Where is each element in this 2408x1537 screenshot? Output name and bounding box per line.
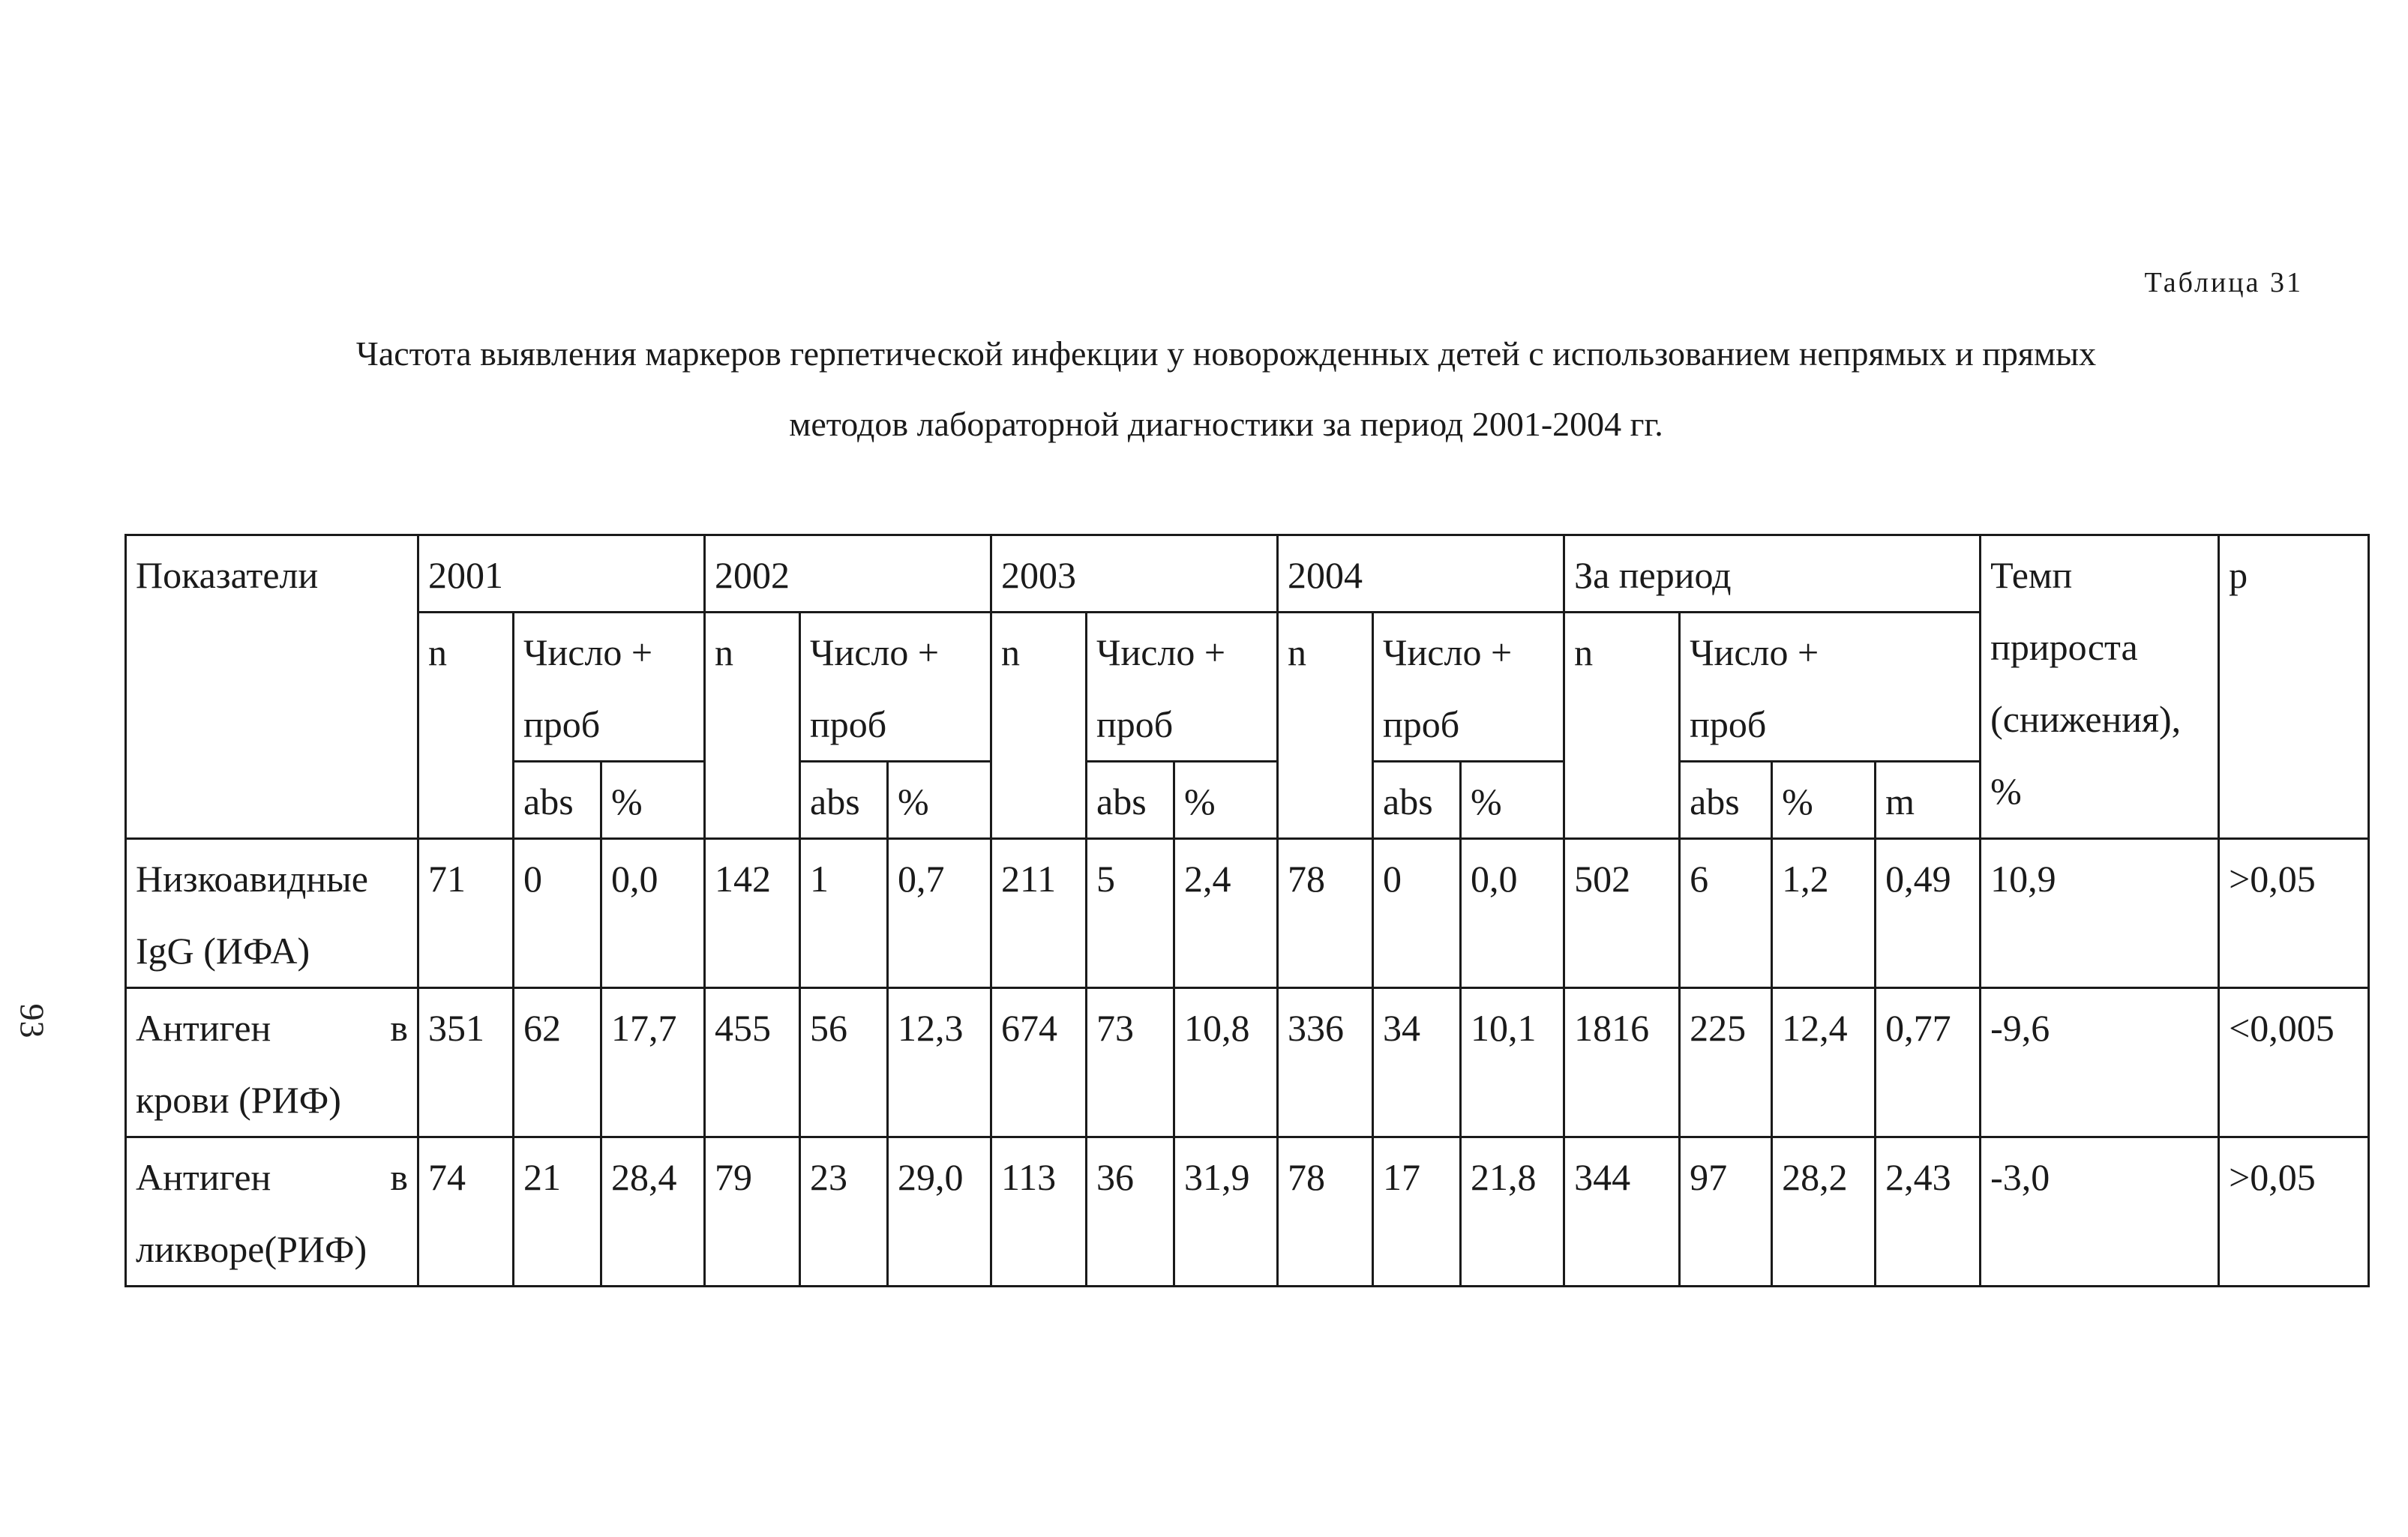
- cell-p: >0,05: [2219, 839, 2369, 988]
- row-label-line-1-end: в: [390, 1156, 408, 1198]
- header-pct-2004: %: [1461, 762, 1564, 839]
- row-label-line-1: Антиген: [136, 1007, 271, 1049]
- header-growth-line-4: %: [1990, 770, 2022, 812]
- header-positive-line-2: проб: [523, 703, 601, 745]
- cell-pct-2004: 0,0: [1461, 839, 1564, 988]
- row-label-line-2: ликворе(РИФ): [136, 1228, 367, 1270]
- cell-abs-2001: 62: [514, 988, 601, 1137]
- cell-abs-2003: 36: [1087, 1137, 1174, 1287]
- header-n-2004: n: [1278, 613, 1373, 839]
- header-indicators: Показатели: [126, 535, 418, 839]
- cell-pct-2003: 10,8: [1174, 988, 1278, 1137]
- row-label-line-1: Антиген: [136, 1156, 271, 1198]
- header-pct-period: %: [1772, 762, 1876, 839]
- caption-line-2: методов лабораторной диагностики за период 2001-2004 гг.: [789, 405, 1663, 443]
- header-positive-line-1: Число +: [810, 631, 940, 673]
- cell-pct-2002: 12,3: [888, 988, 991, 1137]
- cell-n-2003: 211: [991, 839, 1087, 988]
- table-caption: [120, 319, 2332, 460]
- header-positive-2002: [800, 613, 991, 762]
- cell-p: >0,05: [2219, 1137, 2369, 1287]
- cell-pct-2003: 31,9: [1174, 1137, 1278, 1287]
- cell-m-period: 0,49: [1876, 839, 1981, 988]
- header-pct-2002: %: [888, 762, 991, 839]
- header-p: p: [2219, 535, 2369, 839]
- cell-pct-period: 28,2: [1772, 1137, 1876, 1287]
- cell-n-period: 502: [1564, 839, 1680, 988]
- header-period: За период: [1564, 535, 1981, 613]
- row-label-line-2: крови (РИФ): [136, 1079, 341, 1121]
- header-abs-period: abs: [1680, 762, 1772, 839]
- cell-growth: -3,0: [1981, 1137, 2219, 1287]
- row-label: [126, 988, 418, 1137]
- header-positive-period: [1680, 613, 1981, 762]
- row-label: [126, 1137, 418, 1287]
- header-n-2003: n: [991, 613, 1087, 839]
- cell-pct-2001: 28,4: [601, 1137, 705, 1287]
- cell-pct-2004: 21,8: [1461, 1137, 1564, 1287]
- cell-n-2002: 142: [705, 839, 800, 988]
- cell-abs-2002: 56: [800, 988, 888, 1137]
- header-growth-line-3: (снижения),: [1990, 698, 2182, 740]
- header-growth-line-2: прироста: [1990, 626, 2138, 668]
- cell-pct-period: 1,2: [1772, 839, 1876, 988]
- cell-p: <0,005: [2219, 988, 2369, 1137]
- cell-abs-2001: 21: [514, 1137, 601, 1287]
- cell-growth: -9,6: [1981, 988, 2219, 1137]
- header-positive-line-1: Число +: [1383, 631, 1513, 673]
- cell-abs-2004: 17: [1373, 1137, 1461, 1287]
- cell-abs-period: 6: [1680, 839, 1772, 988]
- header-positive-line-1: Число +: [1690, 631, 1819, 673]
- header-abs-2004: abs: [1373, 762, 1461, 839]
- caption-line-1: Частота выявления маркеров герпетической инфекции у новорожденных детей с использованием непрямых и прямых: [355, 334, 2097, 373]
- page-number: 93: [13, 1003, 52, 1038]
- cell-n-2001: 351: [418, 988, 514, 1137]
- header-positive-line-1: Число +: [1096, 631, 1226, 673]
- cell-m-period: 0,77: [1876, 988, 1981, 1137]
- header-year-2004: 2004: [1278, 535, 1564, 613]
- cell-m-period: 2,43: [1876, 1137, 1981, 1287]
- cell-abs-2001: 0: [514, 839, 601, 988]
- cell-abs-2004: 34: [1373, 988, 1461, 1137]
- header-abs-2002: abs: [800, 762, 888, 839]
- header-growth-line-1: Темп: [1990, 554, 2073, 596]
- cell-pct-2003: 2,4: [1174, 839, 1278, 988]
- header-year-2003: 2003: [991, 535, 1278, 613]
- header-pct-2003: %: [1174, 762, 1278, 839]
- header-abs-2001: abs: [514, 762, 601, 839]
- row-label-line-1: Низкоавидные: [136, 858, 368, 900]
- header-row-years: [126, 535, 2369, 613]
- cell-abs-2004: 0: [1373, 839, 1461, 988]
- cell-abs-2003: 73: [1087, 988, 1174, 1137]
- cell-pct-2001: 17,7: [601, 988, 705, 1137]
- cell-abs-2003: 5: [1087, 839, 1174, 988]
- cell-pct-2002: 0,7: [888, 839, 991, 988]
- header-abs-2003: abs: [1087, 762, 1174, 839]
- row-label-line-1-end: в: [390, 1007, 408, 1049]
- table-row: [126, 1137, 2369, 1287]
- table-row: [126, 839, 2369, 988]
- header-growth-rate: [1981, 535, 2219, 839]
- header-n-period: n: [1564, 613, 1680, 839]
- cell-pct-period: 12,4: [1772, 988, 1876, 1137]
- cell-n-period: 1816: [1564, 988, 1680, 1137]
- header-positive-line-2: проб: [1690, 703, 1767, 745]
- header-positive-2001: [514, 613, 705, 762]
- header-positive-2004: [1373, 613, 1564, 762]
- cell-n-period: 344: [1564, 1137, 1680, 1287]
- cell-n-2003: 113: [991, 1137, 1087, 1287]
- cell-n-2003: 674: [991, 988, 1087, 1137]
- cell-abs-period: 225: [1680, 988, 1772, 1137]
- cell-n-2004: 78: [1278, 1137, 1373, 1287]
- header-positive-2003: [1087, 613, 1278, 762]
- cell-n-2004: 336: [1278, 988, 1373, 1137]
- header-year-2002: 2002: [705, 535, 991, 613]
- header-m-period: m: [1876, 762, 1981, 839]
- cell-pct-2001: 0,0: [601, 839, 705, 988]
- cell-pct-2002: 29,0: [888, 1137, 991, 1287]
- row-label: [126, 839, 418, 988]
- header-n-2001: n: [418, 613, 514, 839]
- cell-n-2002: 79: [705, 1137, 800, 1287]
- data-table: [124, 534, 2370, 1287]
- cell-n-2004: 78: [1278, 839, 1373, 988]
- header-positive-line-2: проб: [810, 703, 887, 745]
- cell-n-2001: 74: [418, 1137, 514, 1287]
- cell-abs-period: 97: [1680, 1137, 1772, 1287]
- cell-abs-2002: 1: [800, 839, 888, 988]
- cell-n-2002: 455: [705, 988, 800, 1137]
- table-row: [126, 988, 2369, 1137]
- row-label-line-2: IgG (ИФА): [136, 930, 310, 972]
- cell-pct-2004: 10,1: [1461, 988, 1564, 1137]
- cell-abs-2002: 23: [800, 1137, 888, 1287]
- header-n-2002: n: [705, 613, 800, 839]
- table-label: Таблица 31: [2144, 267, 2303, 298]
- cell-n-2001: 71: [418, 839, 514, 988]
- header-positive-line-1: Число +: [523, 631, 653, 673]
- header-positive-line-2: проб: [1096, 703, 1174, 745]
- cell-growth: 10,9: [1981, 839, 2219, 988]
- header-positive-line-2: проб: [1383, 703, 1460, 745]
- header-year-2001: 2001: [418, 535, 705, 613]
- header-pct-2001: %: [601, 762, 705, 839]
